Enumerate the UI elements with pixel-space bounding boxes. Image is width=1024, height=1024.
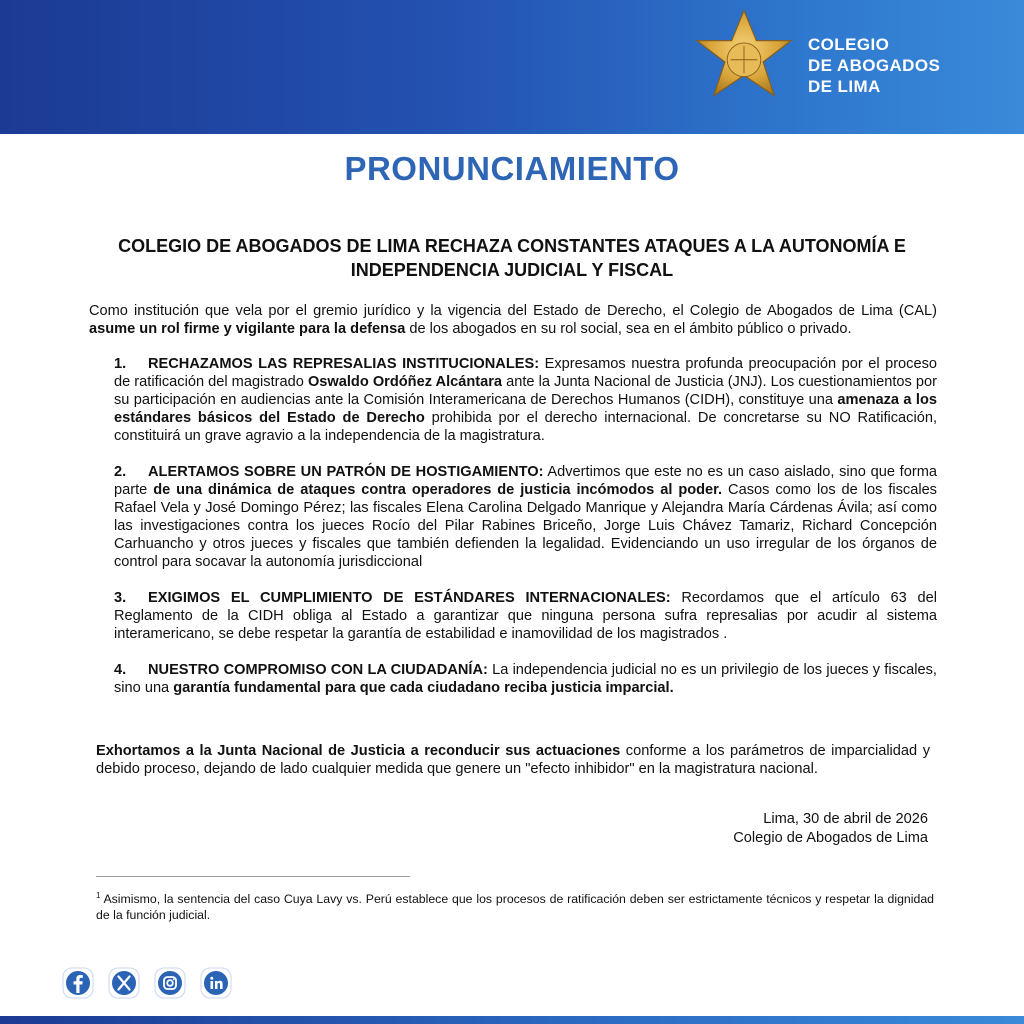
signing-organization: Colegio de Abogados de Lima	[733, 830, 928, 846]
point-heading: ALERTAMOS SOBRE UN PATRÓN DE HOSTIGAMIENTO:	[148, 464, 544, 480]
footnote: $^1$ Asimismo, la sentencia del caso Cuya Lavy vs. Perú establece que los procesos de ratificación deben ser estrictamente técnicos y respetar la dignidad de la función judicial.	[96, 891, 934, 923]
logo-line: DE LIMA	[808, 77, 881, 96]
point-item: 3. EXIGIMOS EL CUMPLIMIENTO DE ESTÁNDARES INTERNACIONALES: Recordamos que el artículo 63 del Reglamento de la CIDH obliga al Estado a garantizar que ninguna persona sufra represalias por acudir al sistema interamericano, se debe respetar la garantía de estabilidad e inamovilidad de los magistrados .	[114, 590, 937, 642]
footnote-mark: 1	[96, 891, 101, 900]
linkedin-icon[interactable]	[200, 967, 232, 999]
header-banner	[0, 0, 1024, 134]
document-title: PRONUNCIAMIENTO	[344, 150, 680, 187]
point-item: 2. ALERTAMOS SOBRE UN PATRÓN DE HOSTIGAMIENTO: Advertimos que este no es un caso aislado, sino que forma parte de una dinámica de ataques contra operadores de justicia incómodos al poder. Casos como los de los fiscales Rafael Vela y José Domingo Pérez; las fiscales Elena Carolina Delgado Manrique y Alejandra María Cárdenas Ávila; así como las investigaciones contra los jueces Rocío del Pilar Rabines Briceño, Jorge Luis Chávez Tamariz, Richard Concepción Carhuancho y otros jueces y fiscales que también defienden la legalidad. Evidenciando un uso irregular de los órganos de control para socavar la autonomía jurisdiccional	[114, 464, 937, 570]
point-heading: NUESTRO COMPROMISO CON LA CIUDADANÍA:	[148, 662, 488, 678]
point-number: 1.	[114, 356, 127, 372]
closing-paragraph: Exhortamos a la Junta Nacional de Justicia a reconducir sus actuaciones conforme a los parámetros de imparcialidad y debido proceso, dejando de lado cualquier medida que genere un "efecto inhibidor" en la magistratura nacional.	[96, 743, 930, 777]
document-subtitle: COLEGIO DE ABOGADOS DE LIMA RECHAZA CONSTANTES ATAQUES A LA AUTONOMÍA E INDEPENDENCIA JUDICIAL Y FISCAL	[118, 236, 906, 280]
point-heading: RECHAZAMOS LAS REPRESALIAS INSTITUCIONALES:	[148, 356, 540, 372]
point-number: 3.	[114, 590, 127, 606]
logo-line: DE ABOGADOS	[808, 56, 941, 75]
signature-block	[733, 810, 928, 848]
x-icon[interactable]	[108, 967, 140, 999]
point-number: 4.	[114, 662, 127, 678]
place-date: Lima, 30 de abril de 2026	[763, 811, 928, 827]
footnote-divider	[96, 876, 410, 877]
instagram-icon[interactable]	[154, 967, 186, 999]
point-item: 1. RECHAZAMOS LAS REPRESALIAS INSTITUCIONALES: Expresamos nuestra profunda preocupación por el proceso de ratificación del magistrado Oswaldo Ordóñez Alcántara ante la Junta Nacional de Justicia (JNJ). Los cuestionamientos por su participación en audiencias ante la Comisión Interamericana de Derechos Humanos (CIDH), constituye una amenaza a los estándares básicos del Estado de Derecho prohibida por el derecho internacional. De concretarse su NO Ratificación, constituirá un grave agravio a la independencia de la magistratura.	[114, 356, 938, 444]
point-number: 2.	[114, 464, 127, 480]
logo-line: COLEGIO	[808, 35, 890, 54]
document-body	[89, 302, 937, 715]
cal-star-seal-logo	[688, 6, 800, 118]
logo-wordmark	[808, 34, 1008, 97]
intro-paragraph: Como institución que vela por el gremio jurídico y la vigencia del Estado de Derecho, el Colegio de Abogados de Lima (CAL) asume un rol firme y vigilante para la defensa de los abogados en su rol social, sea en el ámbito público o privado.	[89, 303, 937, 337]
footer-bar	[0, 1016, 1024, 1024]
points-list	[89, 355, 937, 697]
point-item: 4. NUESTRO COMPROMISO CON LA CIUDADANÍA: La independencia judicial no es un privilegio de los jueces y fiscales, sino una garantía fundamental para que cada ciudadano reciba justicia imparcial.	[114, 662, 937, 696]
point-heading: EXIGIMOS EL CUMPLIMIENTO DE ESTÁNDARES INTERNACIONALES:	[148, 590, 671, 606]
facebook-icon[interactable]	[62, 967, 94, 999]
social-links	[62, 967, 232, 999]
